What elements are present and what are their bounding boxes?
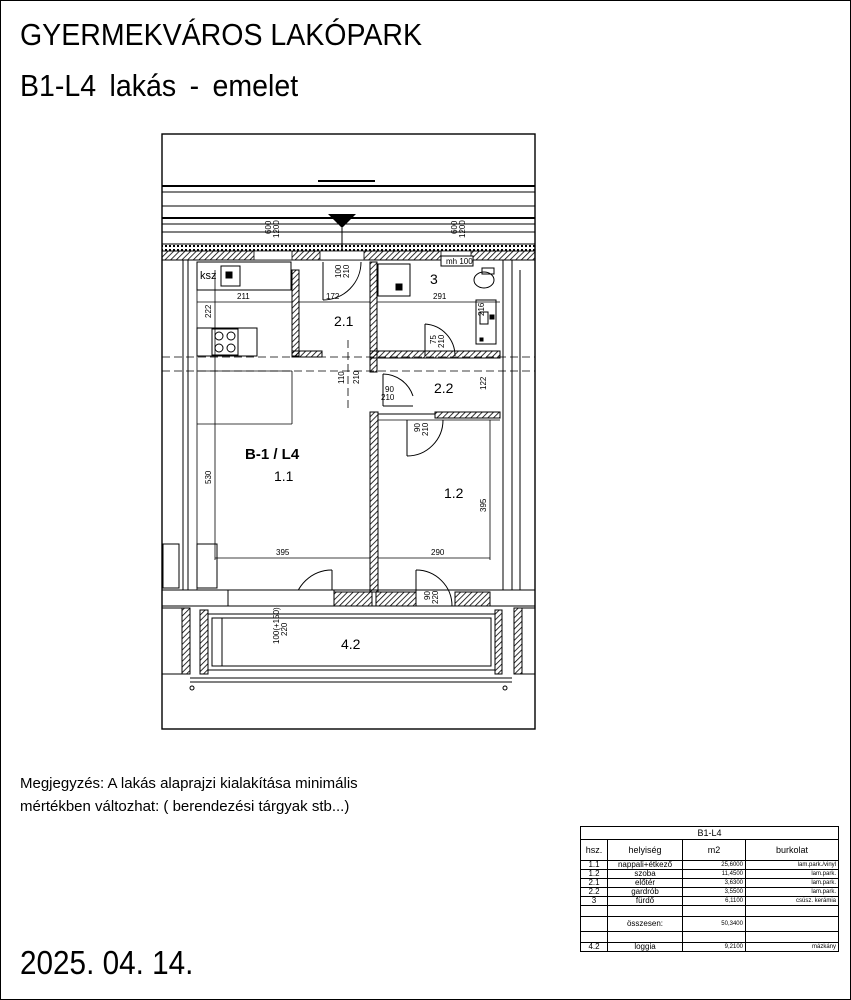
table-row: 1.2 szoba 11,4500 lam.park.: [581, 870, 839, 879]
dim-600-a: 600: [264, 220, 273, 234]
dim-290: 290: [431, 548, 445, 557]
total-value: 50,3400: [683, 917, 746, 932]
room-2-2-label: 2.2: [434, 380, 454, 396]
dim-1200-b: 1200: [458, 220, 467, 238]
dim-222: 222: [204, 304, 213, 318]
room-2-1-label: 2.1: [334, 313, 354, 329]
dim-90-c: 90: [413, 423, 422, 432]
table-row: 2.2 gardrób 3,5500 lam.park.: [581, 888, 839, 897]
project-title: GYERMEKVÁROS LAKÓPARK: [20, 17, 423, 52]
dim-172: 172: [326, 292, 340, 301]
room-1-1-label: 1.1: [274, 468, 294, 484]
col-hsz: hsz.: [581, 840, 608, 861]
dim-90-b: 90: [423, 591, 432, 600]
note-line-1: Megjegyzés: A lakás alaprajzi kialakítása minimális: [20, 775, 358, 792]
apartment-title: B1-L4 lakás - emelet: [20, 68, 299, 103]
dim-530: 530: [204, 470, 213, 484]
col-helyiseg: helyiség: [608, 840, 683, 861]
dim-216: 216: [477, 302, 486, 316]
total-row: [581, 917, 839, 932]
dim-210-d: 210: [352, 370, 361, 384]
dim-210-e: 210: [437, 334, 446, 348]
dim-211: 211: [237, 292, 250, 301]
mh-label: mh 100: [446, 257, 473, 266]
entrance-marker: [328, 214, 356, 228]
dim-210-a: 210: [342, 264, 351, 278]
dim-122: 122: [479, 376, 488, 390]
room-1-2-label: 1.2: [444, 485, 464, 501]
unit-label: B-1 / L4: [245, 446, 300, 463]
dim-1200-a: 1200: [272, 220, 281, 238]
dim-100-150: 100(+150): [272, 607, 281, 644]
document-date: 2025. 04. 14.: [20, 944, 194, 981]
dim-100: 100: [334, 264, 343, 278]
col-m2: m2: [683, 840, 746, 861]
table-row: 3 fürdő 6,1100 csúsz. kerámia: [581, 897, 839, 906]
area-table-title: B1-L4: [581, 827, 839, 840]
dim-210-c: 210: [421, 422, 430, 436]
table-row: 2.1 előtér 3,6300 lam.park.: [581, 879, 839, 888]
col-burkolat: burkolat: [746, 840, 839, 861]
dim-220-b: 220: [431, 590, 440, 604]
dim-600-b: 600: [450, 220, 459, 234]
dim-291: 291: [433, 292, 447, 301]
dim-110: 110: [337, 371, 346, 384]
total-label: összesen:: [608, 917, 683, 932]
loggia-row: 4.2 loggia 9,2100 mázkány: [581, 943, 839, 952]
dim-395-b: 395: [479, 498, 488, 512]
table-row: 1.1 nappali+étkező 25,6000 lam.park./vinyl: [581, 861, 839, 870]
area-table: [580, 826, 839, 952]
room-4-2-label: 4.2: [341, 636, 361, 652]
dim-210-b: 210: [381, 393, 395, 402]
dim-220-c: 220: [280, 622, 289, 636]
dim-90-a: 90: [385, 385, 394, 394]
note-line-2: mértékben változhat: ( berendezési tárgyak stb...): [20, 798, 350, 815]
corridor-band: [162, 181, 535, 232]
ksz-label: ksz: [200, 270, 217, 282]
dim-395: 395: [276, 548, 290, 557]
dim-75: 75: [429, 335, 438, 344]
room-3-label: 3: [430, 271, 438, 287]
